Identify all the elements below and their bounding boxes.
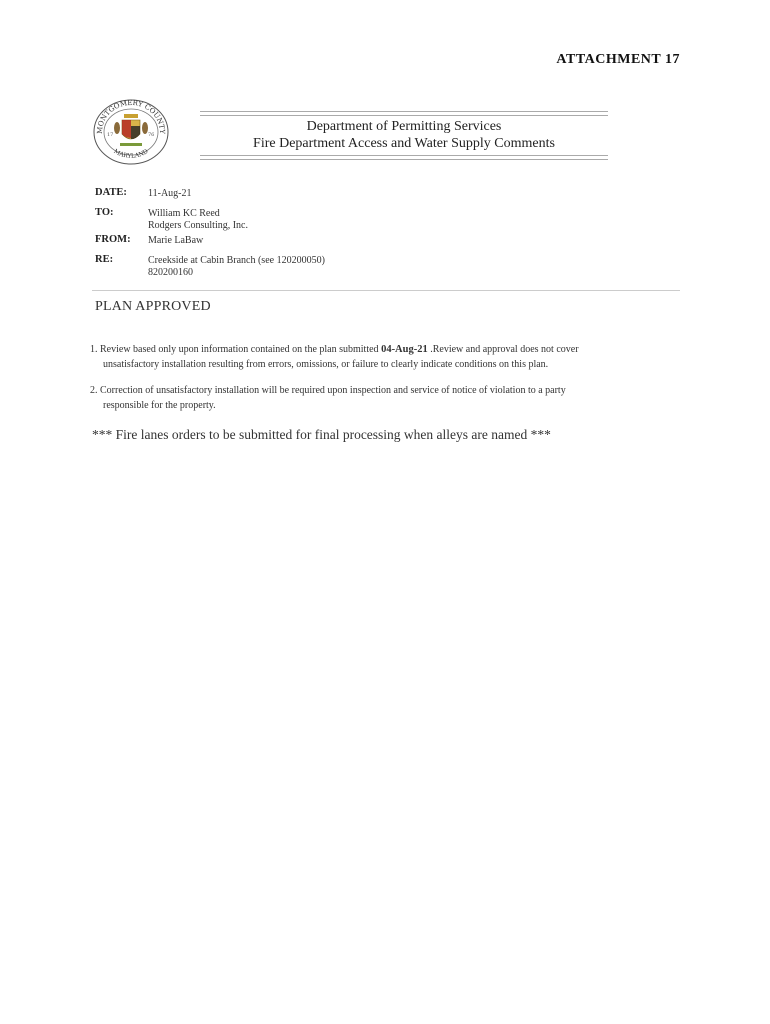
item-number: 1. (90, 344, 98, 355)
header-rule (200, 155, 608, 156)
comment-item-1 (90, 343, 670, 372)
department-header (200, 118, 608, 152)
to-name: William KC Reed (148, 208, 220, 219)
item-text: Correction of unsatisfactory installation will be required upon inspection and service of notice of violation to a party (100, 385, 566, 396)
department-subtitle: Fire Department Access and Water Supply Comments (253, 136, 555, 151)
submitted-date: 04-Aug-21 (381, 344, 428, 355)
re-project: Creekside at Cabin Branch (see 120200050) (148, 255, 325, 266)
header-rule (200, 111, 608, 112)
seal-bottom-text: MARYLAND (112, 147, 150, 160)
to-value (148, 208, 248, 232)
from-label: FROM: (95, 234, 131, 245)
header-rule (200, 159, 608, 160)
item-number: 2. (90, 385, 98, 396)
seal-year-right: 76 (148, 132, 155, 138)
department-title: Department of Permitting Services (306, 119, 502, 134)
county-seal-icon (92, 98, 170, 166)
plan-status: PLAN APPROVED (95, 299, 211, 314)
re-label: RE: (95, 254, 114, 265)
comment-item-2 (90, 384, 670, 413)
to-company: Rodgers Consulting, Inc. (148, 220, 248, 231)
re-value (148, 255, 325, 279)
re-plan-number: 820200160 (148, 267, 193, 278)
date-label: DATE: (95, 187, 127, 198)
fire-lanes-note: *** Fire lanes orders to be submitted for final processing when alleys are named *** (92, 427, 551, 442)
date-value: 11-Aug-21 (148, 188, 192, 199)
from-value: Marie LaBaw (148, 235, 204, 246)
item-continuation: unsatisfactory installation resulting from errors, omissions, or failure to clearly indicate conditions on this plan. (103, 358, 549, 370)
to-label: TO: (95, 207, 114, 218)
item-text-after: .Review and approval does not cover (427, 344, 579, 355)
item-continuation: responsible for the property. (103, 399, 216, 411)
section-divider (92, 290, 680, 291)
seal-year-left: 17 (107, 132, 114, 138)
item-text: Review based only upon information contained on the plan submitted (100, 344, 382, 355)
header-rule (200, 115, 608, 116)
seal-top-text: MONTGOMERY COUNTY (95, 98, 167, 135)
attachment-number: ATTACHMENT 17 (556, 52, 680, 67)
